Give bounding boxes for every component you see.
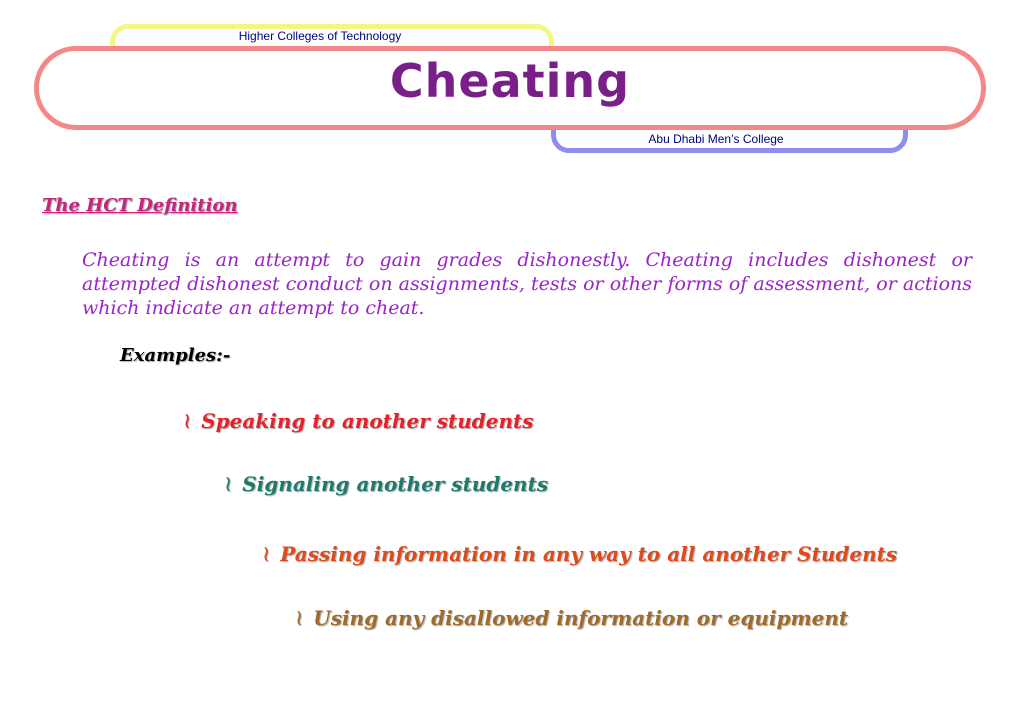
bullet-icon: ≀ [183,409,192,434]
example-item [262,542,897,567]
bullet-icon: ≀ [295,606,304,631]
bullet-icon: ≀ [262,542,271,567]
section-heading: The HCT Definition [42,195,238,216]
example-item [295,606,848,631]
example-item [224,472,548,497]
example-text: Speaking to another students [201,409,534,433]
examples-label: Examples:- [120,345,231,366]
slide-title: Cheating [389,54,631,108]
example-item [183,409,533,434]
definition-text: Cheating is an attempt to gain grades dishonestly. Cheating includes dishonest or attempted dishonest conduct on assignments, tests or other forms of assessment, or actions which indicate an attempt to cheat. [82,249,972,319]
institution-label: Higher Colleges of Technology [238,29,402,43]
example-text: Passing information in any way to all another Students [280,542,898,566]
example-text: Signaling another students [242,472,549,496]
example-text: Using any disallowed information or equipment [313,606,849,630]
bullet-icon: ≀ [224,472,233,497]
college-label: Abu Dhabi Men’s College [648,132,784,146]
